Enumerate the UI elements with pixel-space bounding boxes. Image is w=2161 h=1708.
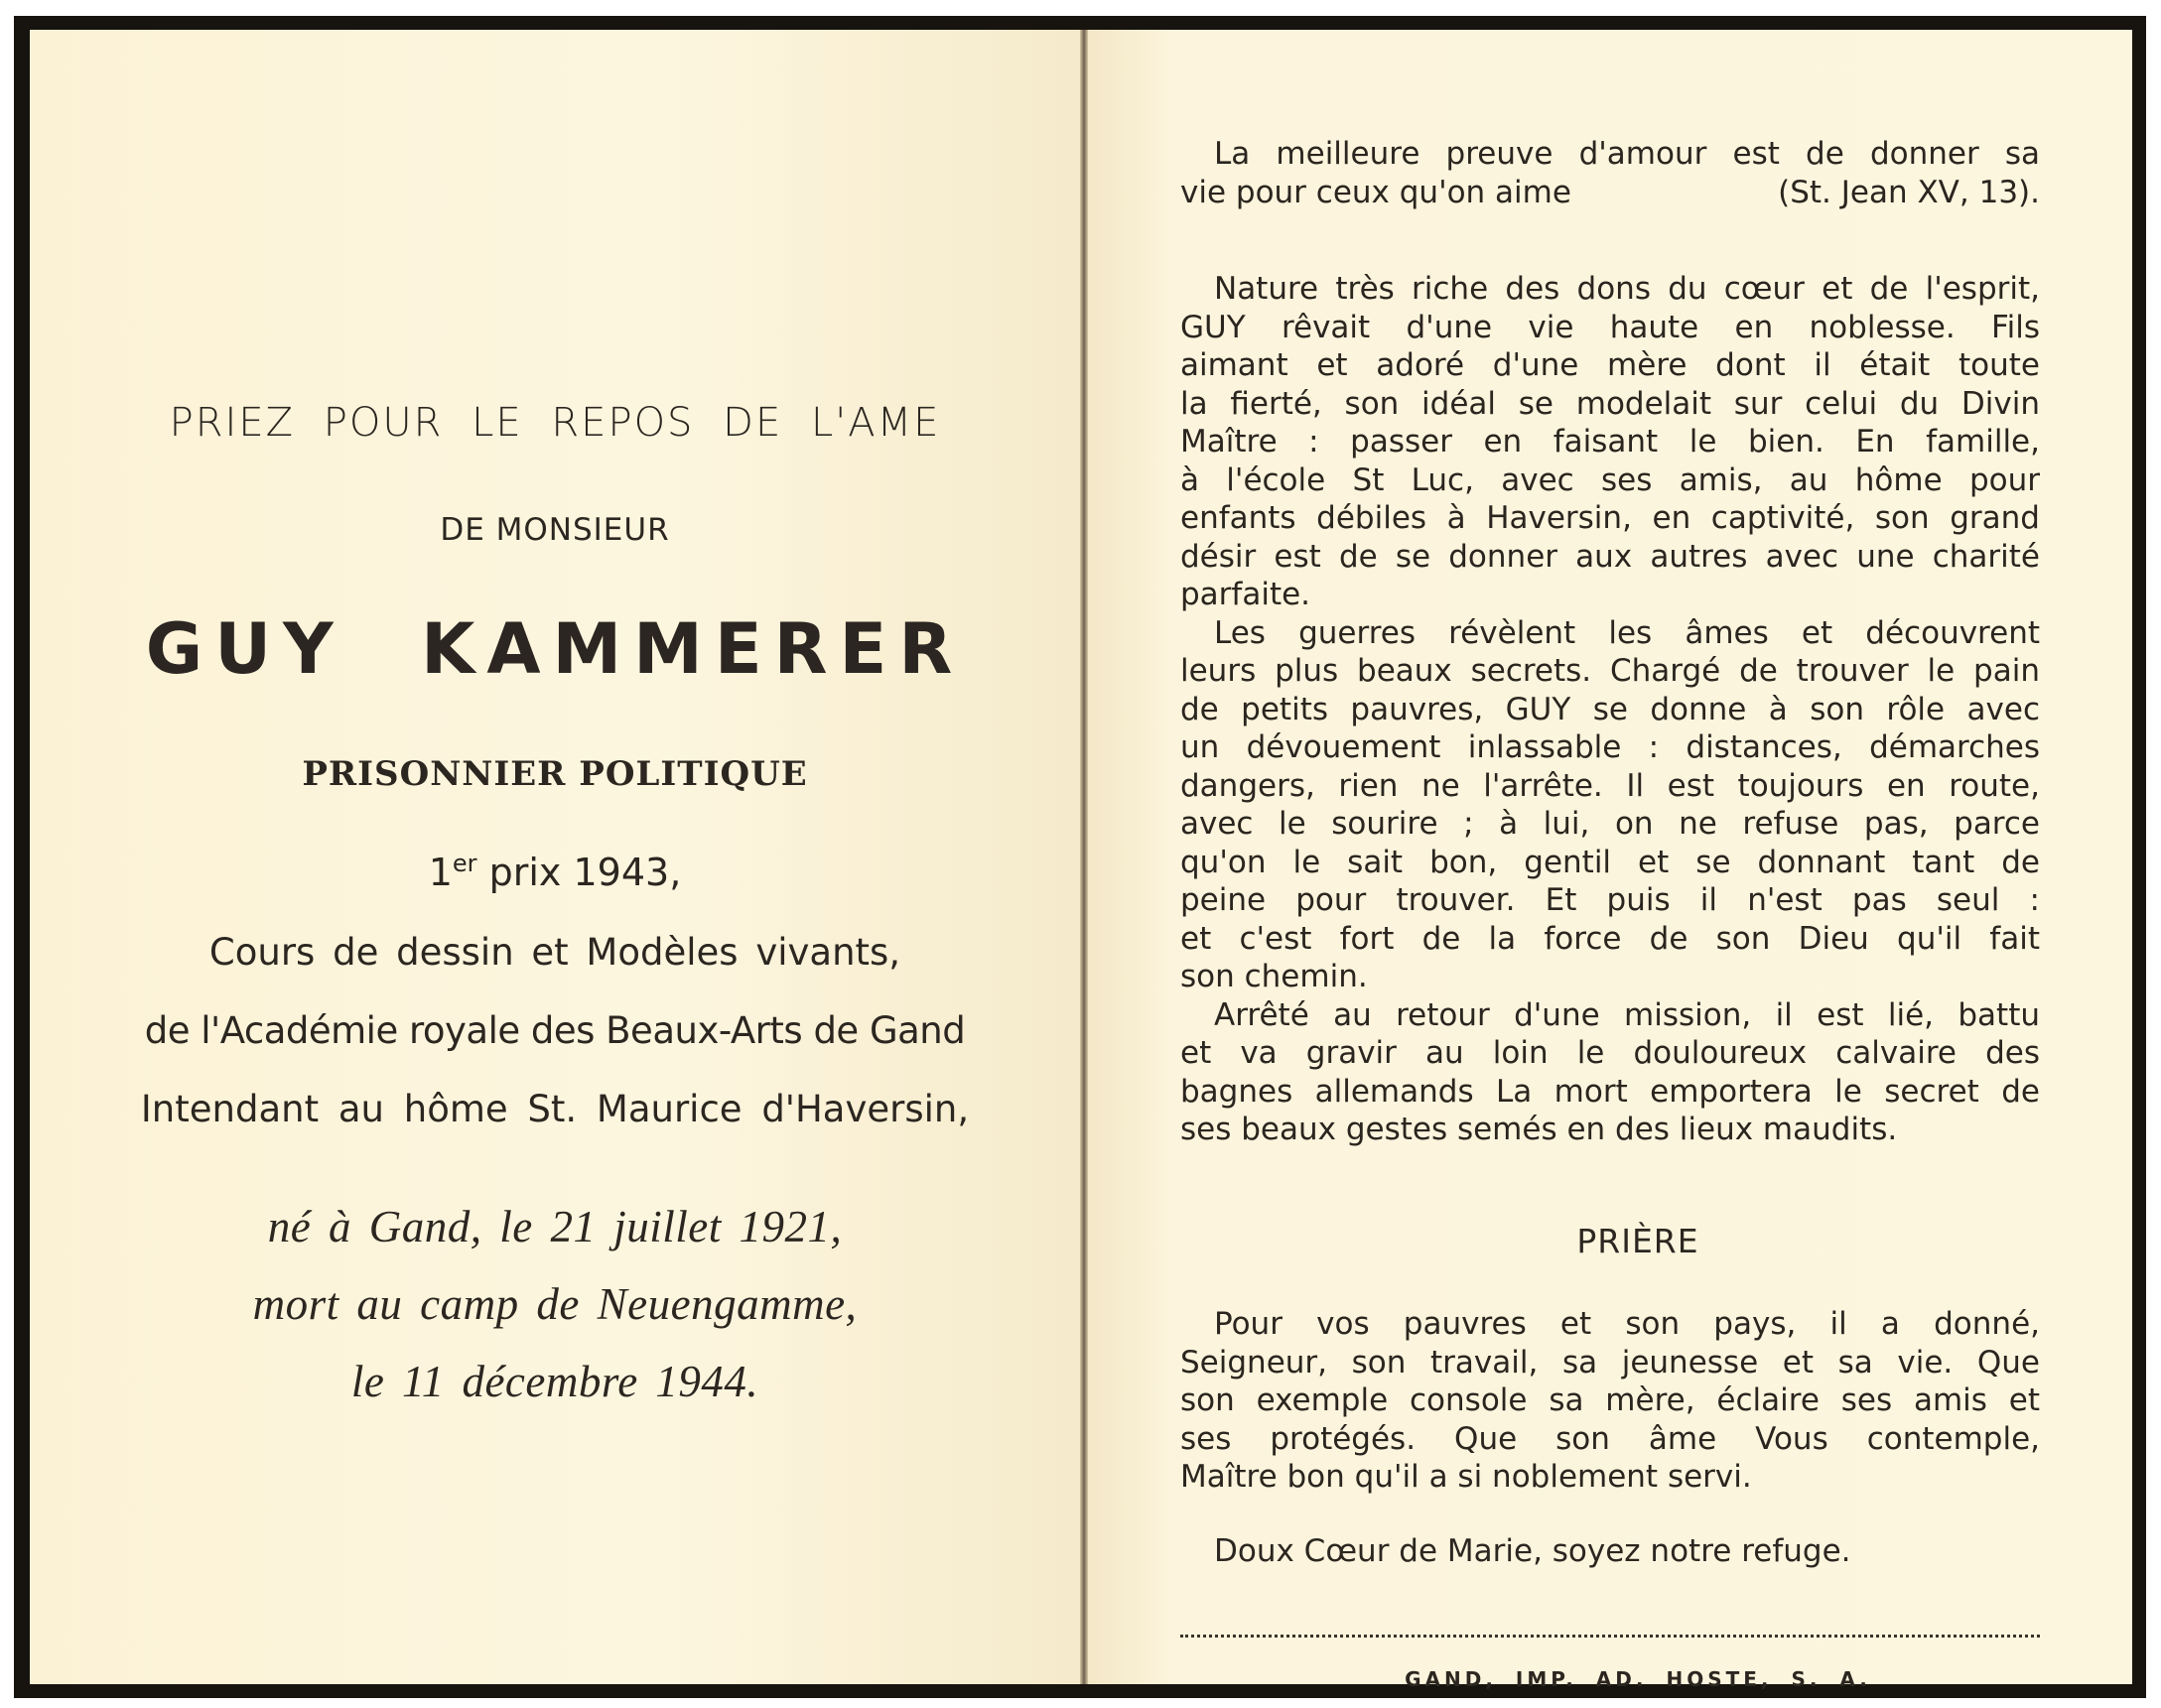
biography [1180, 270, 2040, 1149]
prize-line [30, 850, 1080, 894]
prayer-line: Pour vos pauvres et son pays, il a donné, [1214, 1306, 2040, 1342]
printer-imprint: GAND, IMP. AD. HOSTE, S. A. [1405, 1667, 1871, 1691]
biography-line: dangers, rien ne l'arrête. Il est toujours en route, [1180, 767, 2040, 804]
biography-line: à l'école St Luc, avec ses amis, au hôme pour [1180, 461, 2040, 498]
biography-line: la fierté, son idéal se modelait sur celui du Divin [1180, 385, 2040, 422]
intendant-line: Intendant au hôme St. Maurice d'Haversin, [140, 1088, 970, 1130]
biography-line: aimant et adoré d'une mère dont il était toute [1180, 347, 2040, 383]
course-line: Cours de dessin et Modèles vivants, [208, 931, 901, 974]
prayer-line: Seigneur, son travail, sa jeunesse et sa vie. Que [1180, 1344, 2040, 1380]
deceased-name: GUY KAMMERER [145, 608, 965, 690]
biography-line: enfants débiles à Haversin, en captivité, son grand [1180, 500, 2040, 536]
political-prisoner-title: PRISONNIER POLITIQUE [302, 754, 808, 794]
prayer-title: PRIÈRE [1576, 1222, 1699, 1260]
biography-line: son chemin. [1180, 959, 1368, 994]
biography-line: Arrêté au retour d'une mission, il est lié, battu [1214, 996, 2040, 1033]
prize-ordinal: 1 [428, 851, 453, 894]
prayer-line: ses protégés. Que son âme Vous contemple, [1180, 1420, 2040, 1457]
quote-reference: (St. Jean XV, 13). [1778, 174, 2040, 210]
center-fold [1080, 30, 1088, 1684]
memorial-card [14, 16, 2146, 1698]
biography-line: et c'est fort de la force de son Dieu qu'il fait [1180, 920, 2040, 957]
left-page [30, 30, 1080, 1684]
biography-line: avec le sourire ; à lui, on ne refuse pas, parce [1180, 806, 2040, 842]
prize-rest: prix 1943, [476, 851, 682, 894]
pray-line: PRIEZ POUR LE REPOS DE L'AME [169, 400, 941, 446]
academy-line: de l'Académie royale des Beaux-Arts de Gand [144, 1009, 966, 1052]
biography-line: leurs plus beaux secrets. Chargé de trouver le pain [1180, 653, 2040, 689]
biography-line: un dévouement inlassable : distances, démarches [1180, 729, 2040, 765]
prize-ordinal-suffix: er [452, 850, 477, 877]
prayer-text [1180, 1305, 2040, 1497]
prayer-line: son exemple console sa mère, éclaire ses amis et [1180, 1382, 2040, 1418]
birth-line: né à Gand, le 21 juillet 1921, [267, 1202, 843, 1251]
quote-line-text: vie pour ceux qu'on aime [1180, 174, 1571, 210]
monsieur-line: DE MONSIEUR [440, 512, 670, 548]
bible-quote [1180, 135, 2040, 211]
right-page [1088, 30, 2132, 1691]
biography-line: désir est de se donner aux autres avec une charité [1180, 538, 2040, 575]
biography-line: Maître : passer en faisant le bien. En famille, [1180, 424, 2040, 460]
biography-line: parfaite. [1180, 577, 1311, 612]
biography-line: et va gravir au loin le douloureux calvaire des [1180, 1035, 2040, 1071]
biography-line: de petits pauvres, GUY se donne à son rôle avec [1180, 691, 2040, 727]
biography-line: Les guerres révèlent les âmes et découvrent [1214, 614, 2040, 651]
closing-invocation: Doux Cœur de Marie, soyez notre refuge. [1214, 1533, 1851, 1569]
quote-line-2 [1180, 174, 2040, 212]
prayer-line: Maître bon qu'il a si noblement servi. [1180, 1459, 1752, 1495]
biography-line: qu'on le sait bon, gentil et se donnant tant de [1180, 844, 2040, 880]
biography-line: Nature très riche des dons du cœur et de l'esprit, [1214, 271, 2040, 307]
biography-line: peine pour trouver. Et puis il n'est pas seul : [1180, 882, 2040, 918]
death-place-line: mort au camp de Neuengamme, [252, 1279, 858, 1329]
biography-line: bagnes allemands La mort emportera le secret de [1180, 1073, 2040, 1110]
dotted-divider [1180, 1635, 2040, 1638]
death-date-line: le 11 décembre 1944. [350, 1357, 759, 1406]
quote-line: La meilleure preuve d'amour est de donner sa [1214, 136, 2040, 172]
biography-line: ses beaux gestes semés en des lieux maudits. [1180, 1112, 1898, 1147]
biography-line: GUY rêvait d'une vie haute en noblesse. Fils [1180, 309, 2040, 345]
